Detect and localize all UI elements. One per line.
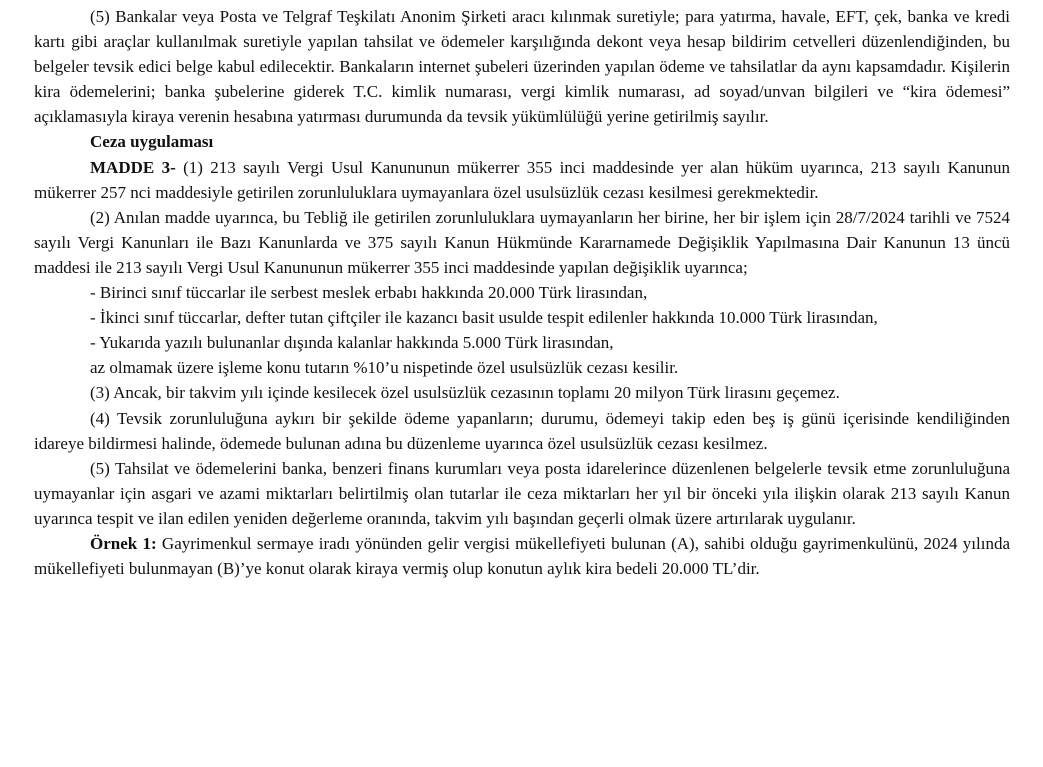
example-1-label: Örnek 1: — [90, 533, 157, 553]
penalty-bullet-first-class: - Birinci sınıf tüccarlar ile serbest meslek erbabı hakkında 20.000 Türk lirasından, — [90, 283, 648, 303]
article-3-paragraph-2: (2) Anılan madde uyarınca, bu Tebliğ ile getirilen zorunluluklara uymayanların her birine, her bir işlem için 28/7/2024 tarihli ve 7524 sayılı Vergi Kanunları ile Bazı Kanunlarda ve 375 sayılı Kanun Hükmünde Kararnamede Değişiklik Yapılmasına Dair Kanunun 13 üncü maddesi ile 213 sayılı Vergi Usul Kanununun mükerrer 355 inci maddesinde yapılan değişiklik uyarınca; — [34, 207, 1010, 277]
example-1 — [34, 531, 1010, 581]
article-3-text: (1) 213 sayılı Vergi Usul Kanununun mükerrer 355 inci maddesinde yer alan hüküm uyarınca, 213 sayılı Kanunun mükerrer 257 nci maddesiyle getirilen zorunluluklara uymayanlara özel usulsüzlük cezası kesilmesi gerekmektedir. — [34, 157, 1010, 202]
article-3-paragraph-5: (5) Tahsilat ve ödemelerini banka, benzeri finans kurumları veya posta idarelerince düzenlenen belgelerle tevsik etme zorunluluğuna uymayanlar için asgari ve azami miktarları belirtilmiş olan tutarlar ile ceza miktarları her yıl bir önceki yıla ilişkin olarak 213 sayılı Kanun uyarınca tespit ve ilan edilen yeniden değerleme oranında, takvim yılı başından geçerli olmak üzere artırılarak uygulanır. — [34, 458, 1010, 528]
article-3-paragraph-1 — [34, 155, 1010, 205]
penalty-bullet-others: - Yukarıda yazılı bulunanlar dışında kalanlar hakkında 5.000 Türk lirasından, — [90, 333, 614, 353]
paragraph-5-bank-payments: (5) Bankalar veya Posta ve Telgraf Teşkilatı Anonim Şirketi aracı kılınmak suretiyle; para yatırma, havale, EFT, çek, banka ve kredi kartı gibi araçlar kullanılmak suretiyle yapılan tahsilat ve ödemeler karşılığında dekont veya hesap bildirim cetvelleri düzenlendiğinden, bu belgeler tevsik edici belge kabul edilecektir. Bankaların internet şubeleri üzerinden yapılan ödeme ve tahsilatlar da aynı kapsamdadır. Kişilerin kira ödemelerini; banka şubelerine giderek T.C. kimlik numarası, vergi kimlik numarası, ad soyad/unvan bilgileri ve “kira ödemesi” açıklamasıyla kiraya verenin hesabına yatırması durumunda da tevsik yükümlülüğü yerine getirilmiş sayılır. — [34, 7, 1010, 127]
article-3-paragraph-4: (4) Tevsik zorunluluğuna aykırı bir şekilde ödeme yapanların; durumu, ödemeyi takip eden beş iş günü içerisinde kendiliğinden idareye bildirmesi halinde, ödemede bulunan adına bu düzenleme uyarınca özel usulsüzlük cezası kesilmez. — [34, 408, 1010, 453]
section-heading-penalty: Ceza uygulaması — [90, 132, 214, 152]
article-3-label: MADDE 3- — [90, 157, 176, 177]
article-3-paragraph-3: (3) Ancak, bir takvim yılı içinde kesilecek özel usulsüzlük cezasının toplamı 20 milyon Türk lirasını geçemez. — [90, 383, 840, 403]
penalty-bullet-tail: az olmamak üzere işleme konu tutarın %10’u nispetinde özel usulsüzlük cezası kesilir. — [90, 358, 679, 378]
penalty-bullet-second-class: - İkinci sınıf tüccarlar, defter tutan çiftçiler ile kazancı basit usulde tespit edilenler hakkında 10.000 Türk lirasından, — [90, 308, 878, 328]
document-body — [34, 4, 1010, 581]
example-1-text: Gayrimenkul sermaye iradı yönünden gelir vergisi mükellefiyeti bulunan (A), sahibi olduğu gayrimenkulünü, 2024 yılında mükellefiyeti bulunmayan (B)’ye konut olarak kiraya vermiş olup konutun aylık kira bedeli 20.000 TL’dir. — [34, 533, 1010, 579]
